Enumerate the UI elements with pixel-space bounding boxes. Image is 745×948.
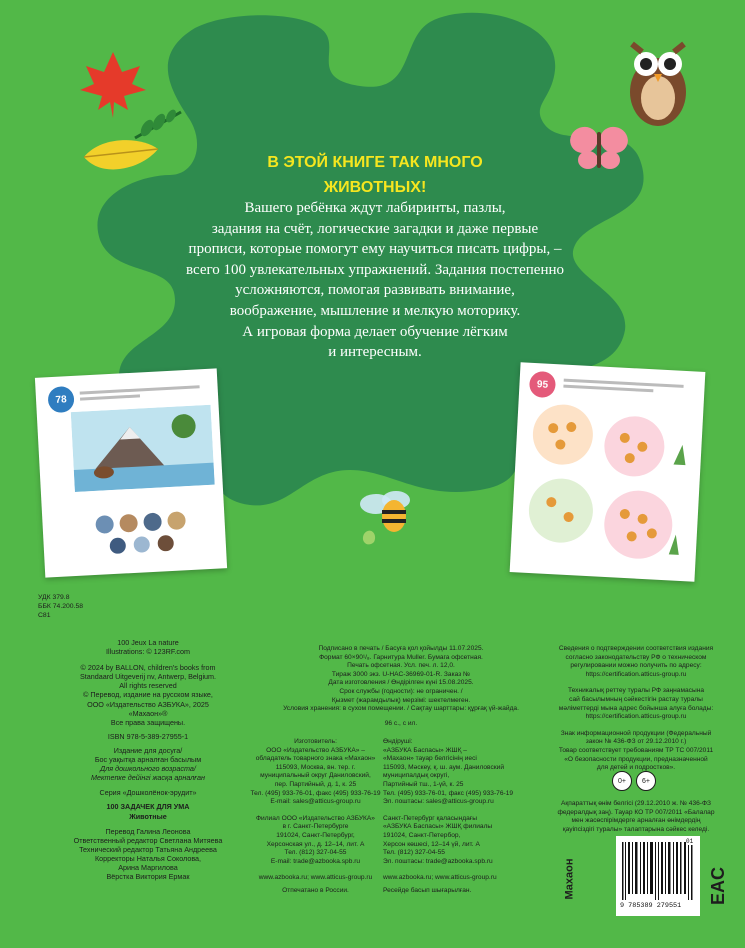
task-text-line — [80, 385, 200, 394]
manufacturer-line: Эл. поштасы: sales@atticus-group.ru — [383, 798, 494, 806]
manufacturer-line: обладатель товарного знака «Махаон» — [255, 755, 376, 763]
sticker-circles — [92, 509, 214, 560]
description-line: А игровая форма делает обучение лёгким — [242, 323, 508, 340]
book-title: 100 ЗАДАЧЕК ДЛЯ УМА — [106, 802, 190, 812]
cert-line: қауіпсіздігі туралы» талаптарына сәйкес келеді. — [562, 825, 710, 833]
task-text-line — [80, 394, 140, 400]
imprint-line: Для дошкольного возраста/ — [100, 764, 196, 774]
cert-line: согласно законодательству РФ о техническом — [565, 653, 707, 661]
manufacturer-line: E-mail: trade@azbooka.spb.ru — [270, 857, 361, 865]
imprint-line: Standaard Uitgeverij nv, Antwerp, Belgium. — [79, 672, 217, 682]
manufacturer-line: 115093, Москва, вн. тер. г. — [275, 763, 356, 771]
manufacturer-line: Филиал ООО «Издательство АЗБУКА» — [256, 814, 375, 822]
bbk-code: ББК 74.200.58 — [38, 603, 84, 610]
cert-line: https://certification.atticus-group.ru — [585, 713, 687, 721]
print-info — [270, 645, 532, 728]
cert-line: https://certification.atticus-group.ru — [585, 670, 687, 678]
manufacturer-line: Изготовитель: — [294, 738, 337, 745]
cert-line: «О безопасности продукции, предназначенной — [564, 755, 708, 763]
manufacturer-line: в г. Санкт-Петербурге — [282, 823, 349, 831]
preview-page-right — [510, 362, 706, 581]
imprint-left — [38, 638, 258, 881]
classification-codes — [38, 593, 83, 620]
imprint-line: Бос уақытқа арналған басылым — [94, 755, 202, 765]
headline — [205, 150, 545, 200]
manufacturer-line: 191024, Санкт-Петербор, — [383, 831, 461, 839]
barcode — [616, 836, 700, 916]
manufacturer-line: ООО «Издательство АЗБУКА» – — [266, 746, 365, 754]
series-name: Серия «Дошколёнок-эрудит» — [99, 788, 197, 798]
print-line: Условия хранения: в сухом помещении. / Сақтау шарттары: құрғақ үй-жайда. — [283, 705, 519, 713]
printed-in: Ресейде басып шығарылған. — [383, 886, 472, 894]
headline-line-2: ЖИВОТНЫХ! — [323, 179, 427, 196]
manufacturer-line: Эл. поштасы: trade@azbooka.spb.ru — [383, 857, 493, 865]
page-count: 96 с., с ил. — [384, 719, 418, 727]
cert-line: Техникалық реттеу туралы РФ заңнамасына — [567, 687, 705, 695]
manufacturer-kz — [383, 738, 533, 896]
manufacturer-line: Партийный тш., 1-үй, к. 25 — [383, 780, 464, 788]
manufacturer-line: пер. Партийный, д. 1, к. 25 — [274, 780, 357, 788]
manufacturer-line: муниципалдық округі, — [383, 772, 450, 780]
print-line: Формат 60×90¹/₈. Гарнитура Muller. Бумага офсетная. — [319, 653, 483, 661]
website: www.azbooka.ru; www.atticus-group.ru — [383, 874, 497, 882]
landscape-illustration — [71, 405, 215, 492]
description-line: и интересным. — [328, 344, 422, 361]
book-subtitle: Животные — [129, 811, 167, 821]
description-line: задания на счёт, логические загадки и даже первые — [211, 220, 539, 237]
barcode-bars — [622, 842, 694, 900]
cert-line: регулировании можно получить по адресу: — [570, 662, 702, 670]
credit-line: Перевод Галина Леонова — [105, 826, 191, 836]
print-line: Печать офсетная. Усл. печ. л. 12,0. — [347, 662, 455, 670]
manufacturer-line: Тел. (812) 327-04-55 — [284, 849, 347, 857]
imprint-line: Мектепке дейінгі жасқа арналған — [91, 773, 205, 783]
manufacturer-line: Өндіруші: — [383, 738, 413, 745]
cert-line: Товар соответствует требованиям ТР ТС 007/2011 — [558, 746, 714, 754]
credit-line: Ответственный редактор Светлана Митяева — [73, 835, 223, 845]
imprint-line: 100 Jeux La nature — [117, 638, 179, 647]
cert-line: Сведения о подтверждении соответствия издания — [558, 645, 714, 652]
cert-line: мен жасөспірімдерге арналған өнімдердің — [571, 817, 701, 825]
imprint-line: All rights reserved — [119, 681, 177, 691]
cert-line: мәліметтерді мына адрес бойынша алуға болады: — [558, 704, 714, 712]
barcode-digits: 9 785389 279551 — [620, 902, 682, 910]
page-number-badge: 95 — [529, 371, 556, 398]
counting-circles-illustration — [518, 397, 697, 576]
description-line: прописи, которые помогут ему научиться писать цифры, – — [188, 241, 562, 258]
brand-logo — [561, 838, 577, 920]
headline-line-1: В ЭТОЙ КНИГЕ ТАК МНОГО — [267, 154, 483, 171]
imprint-line: Все права защищены. — [110, 717, 186, 727]
imprint-line: © 2024 by BALLON, children's books from — [80, 663, 216, 673]
butterfly-icon — [568, 122, 630, 176]
manufacturer-line: E-mail: sales@atticus-group.ru — [270, 798, 361, 806]
print-line: Срок службы (годности): не ограничен. / — [339, 687, 463, 695]
imprint-line: © Перевод, издание на русском языке, — [83, 690, 213, 700]
manufacturer-ru — [243, 738, 388, 896]
eac-mark: EAC — [708, 866, 728, 905]
description-line: воображение, мышление и мелкую моторику. — [229, 302, 521, 319]
print-line: Подписано в печать / Басуға қол қойылды 11.07.2025. — [318, 645, 484, 652]
imprint-line: Издание для досуга/ — [113, 745, 183, 755]
manufacturer-line: Тел. (495) 933-76-01, факс (495) 933-76-19 — [383, 789, 514, 797]
certification-info — [537, 645, 735, 773]
brand-name: Махаон — [563, 858, 576, 900]
owl-icon — [620, 34, 696, 130]
cert-line: Знак информационной продукции (Федеральный — [560, 729, 712, 737]
description-line: усложняются, помогая развивать внимание, — [235, 282, 515, 299]
manufacturer-line: Тел. (495) 933-76-01, факс (495) 933-76-19 — [250, 789, 381, 797]
cert-line: для детей и подростков». — [596, 764, 676, 772]
printed-in: Отпечатано в России. — [282, 886, 349, 894]
manufacturer-line: «Махаон» тауар белгісінің иесі — [383, 755, 477, 763]
description-line: Вашего ребёнка ждут лабиринты, пазлы, — [244, 200, 506, 216]
manufacturer-line: «АЗБУКА Баспасы» ЖШҚ – — [383, 746, 467, 754]
preview-page-left — [35, 368, 227, 577]
cat-code: С81 — [38, 612, 51, 619]
description-text — [150, 198, 600, 363]
print-line: Тираж 3000 экз. U-HAC-36969-01-R. Заказ № — [331, 670, 471, 678]
imprint-line: Illustrations: © 123RF.com — [106, 647, 190, 657]
age-rating — [612, 771, 656, 791]
udk-code: УДК 379.8 — [38, 594, 70, 601]
manufacturer-line: 191024, Санкт-Петербург, — [276, 831, 355, 839]
credit-line: Технический редактор Татьяна Андреева — [79, 844, 217, 854]
credit-line: Арина Маргилова — [118, 862, 178, 872]
imprint-line: ООО «Издательство АЗБУКА», 2025 — [87, 699, 209, 709]
imprint-line: «Махаон»® — [128, 708, 168, 718]
cert-line: федералдық заң). Тауар КО ТР 007/2011 «Балалар — [557, 808, 715, 816]
info-mark-kz — [537, 800, 735, 834]
age-badge-6: 6+ — [636, 771, 656, 791]
yellow-leaf-icon — [82, 135, 160, 179]
cert-line: сай басылымның сәйкестігін растау туралы — [569, 695, 703, 703]
description-line: всего 100 увлекательных упражнений. Задания постепенно — [185, 261, 565, 278]
cert-line: Ақпараттық өнім белгісі (29.12.2010 ж. № 436-ФЗ — [560, 800, 711, 807]
credit-line: Вёрстка Виктория Ермак — [106, 872, 190, 882]
manufacturer-line: Херсон көшесі, 12–14 үй, лит. А — [383, 840, 480, 848]
website: www.azbooka.ru; www.atticus-group.ru — [258, 874, 373, 882]
isbn: ISBN 978-5-389-27955-1 — [107, 731, 189, 741]
manufacturer-line: «АЗБУКА Баспасы» ЖШҚ филиалы — [383, 823, 493, 831]
task-text-line — [563, 385, 653, 393]
page-number-badge: 78 — [47, 386, 74, 413]
manufacturer-line: Херсонская ул., д. 12–14, лит. А — [266, 840, 365, 848]
manufacturer-line: Санкт-Петербург қаласындағы — [383, 814, 477, 822]
manufacturer-line: 115093, Мәскеу, қ. ш. аум. Даниловский — [383, 763, 505, 771]
cert-line: закон № 436-ФЗ от 29.12.2010 г.) — [585, 738, 687, 746]
manufacturer-line: Тел. (812) 327-04-55 — [383, 849, 445, 857]
print-line: Дата изготовления / Өндірілген күні 15.08.2025. — [328, 679, 474, 687]
print-line: Қызмет (жарамдылық) мерзімі: шектелмеген. — [331, 696, 471, 704]
manufacturer-line: муниципальный округ Даниловский, — [260, 772, 371, 780]
bee-icon — [350, 486, 430, 556]
credit-line: Корректоры Наталья Соколова, — [94, 853, 202, 863]
age-badge-0: 0+ — [612, 771, 632, 791]
barcode-addon: 01 — [686, 838, 694, 845]
